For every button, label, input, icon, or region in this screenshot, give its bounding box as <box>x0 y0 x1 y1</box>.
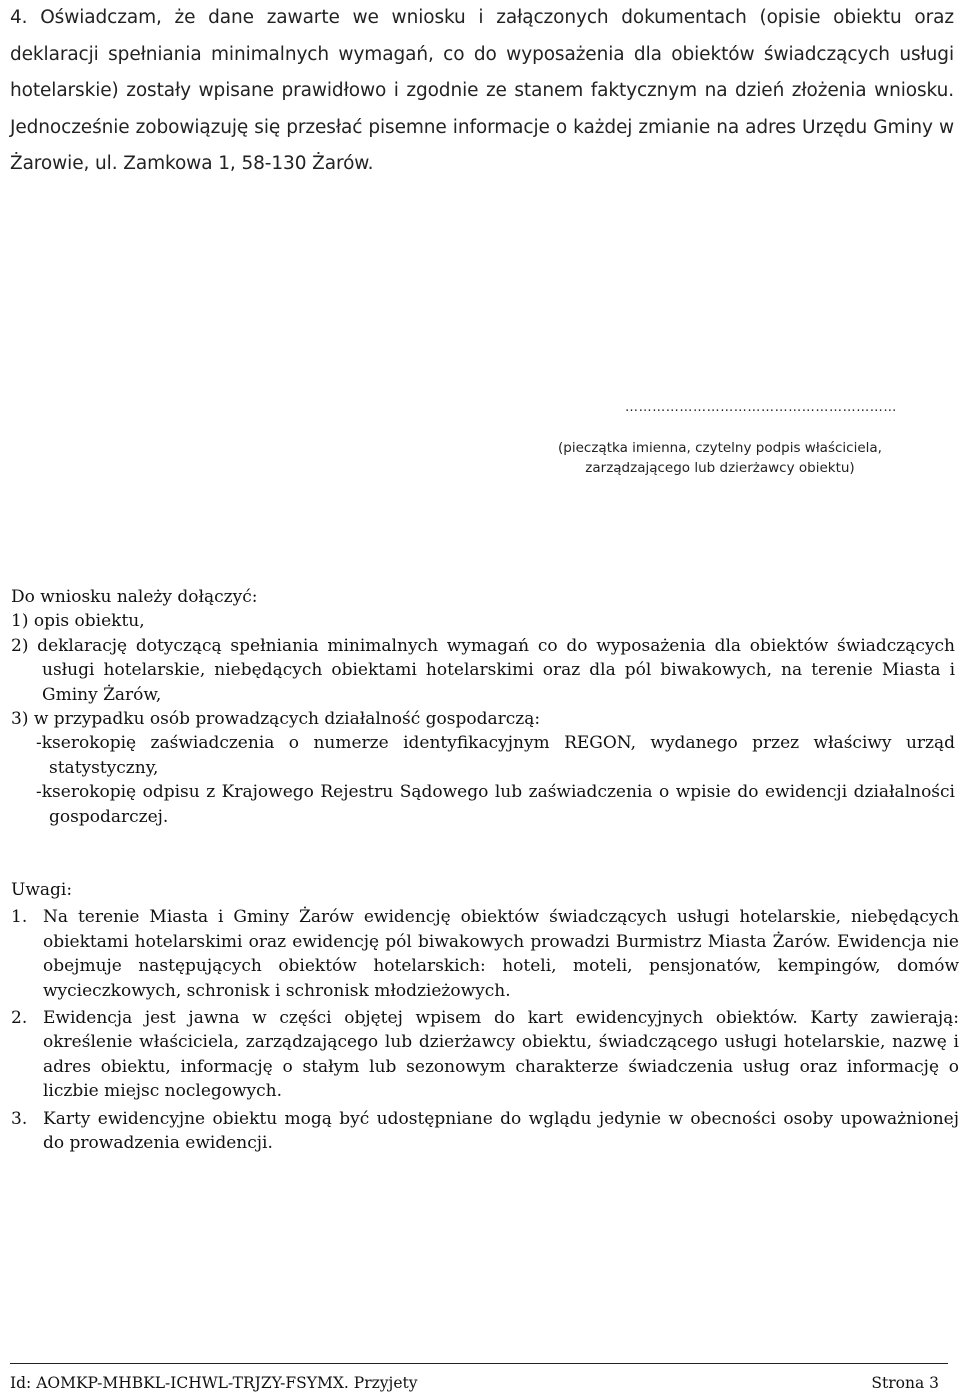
footer-page-number: Strona 3 <box>871 1374 939 1392</box>
attachment-item-3: 3) w przypadku osób prowadzących działalność gospodarczą: <box>11 709 541 730</box>
attachment-subitem-krs: -kserokopię odpisu z Krajowego Rejestru Sądowego lub zaświadczenia o wpisie do ewidencji działalności gospodarczej. <box>36 782 955 827</box>
notes-heading: Uwagi: <box>11 880 73 900</box>
signature-caption-line2: zarządzającego lub dzierżawcy obiektu) <box>585 460 855 476</box>
note-text: Na terenie Miasta i Gminy Żarów ewidencję obiektów świadczących usługi hotelarskie, niebędących obiektami hotelarskimi oraz ewidencję pól biwakowych prowadzi Burmistrz Miasta Żarów. Ewidencja nie obejmuje następujących obiektów hotelarskich: hoteli, moteli, pensjonatów, kempingów, domów wycieczkowych, schronisk i schronisk młodzieżowych. <box>43 907 959 1001</box>
note-item-2 <box>11 1006 959 1104</box>
note-text: Ewidencja jest jawna w części objętej wpisem do kart ewidencyjnych obiektów. Karty zawierają: określenie właściciela, zarządzającego lub dzierżawcy obiektu, świadczącego usługi hotelarskie, nazwę i adres obiektu, informację o stałym lub sezonowym charakterze świadczenia usług oraz informację o liczbie miejsc noclegowych. <box>43 1008 959 1102</box>
attachment-subitem-regon: -kserokopię zaświadczenia o numerze identyfikacyjnym REGON, wydanego przez właściwy urząd statystyczny, <box>36 733 955 778</box>
note-text: Karty ewidencyjne obiektu mogą być udostępniane do wglądu jedynie w obecności osoby upoważnionej do prowadzenia ewidencji. <box>43 1108 959 1154</box>
attachment-item-1: 1) opis obiektu, <box>11 611 145 632</box>
signature-caption-line1: (pieczątka imienna, czytelny podpis właściciela, <box>558 440 882 456</box>
notes-section <box>11 878 959 1155</box>
footer-document-id: Id: AOMKP-MHBKL-ICHWL-TRJZY-FSYMX. Przyjety <box>10 1374 418 1392</box>
declaration-paragraph: 4. Oświadczam, że dane zawarte we wniosku i załączonych dokumentach (opisie obiektu oraz deklaracji spełniania minimalnych wymagań, co do wyposażenia dla obiektów świadczących usługi hotelarskie) zostały wpisane prawidłowo i zgodnie ze stanem faktycznym na dzień złożenia wniosku. Jednocześnie zobowiązuję się przesłać pisemne informacje o każdej zmianie na adres Urzędu Gminy w Żarowie, ul. Zamkowa 1, 58-130 Żarów. <box>10 7 954 174</box>
note-number: 2. <box>11 1008 28 1029</box>
footer-divider <box>10 1363 948 1364</box>
attachment-item-2: 2) deklarację dotyczącą spełniania minimalnych wymagań co do wyposażenia dla obiektów świadczących usługi hotelarskie, niebędących obiektami hotelarskimi oraz dla pól biwakowych, na terenie Miasta i Gminy Żarów, <box>11 635 955 705</box>
note-item-1 <box>11 905 959 1003</box>
signature-line: …………………………………………………… <box>625 400 897 415</box>
note-number: 3. <box>11 1108 28 1129</box>
note-number: 1. <box>11 907 28 928</box>
attachments-heading: Do wniosku należy dołączyć: <box>11 587 258 607</box>
note-item-3 <box>11 1107 959 1156</box>
attachments-section <box>11 585 955 829</box>
